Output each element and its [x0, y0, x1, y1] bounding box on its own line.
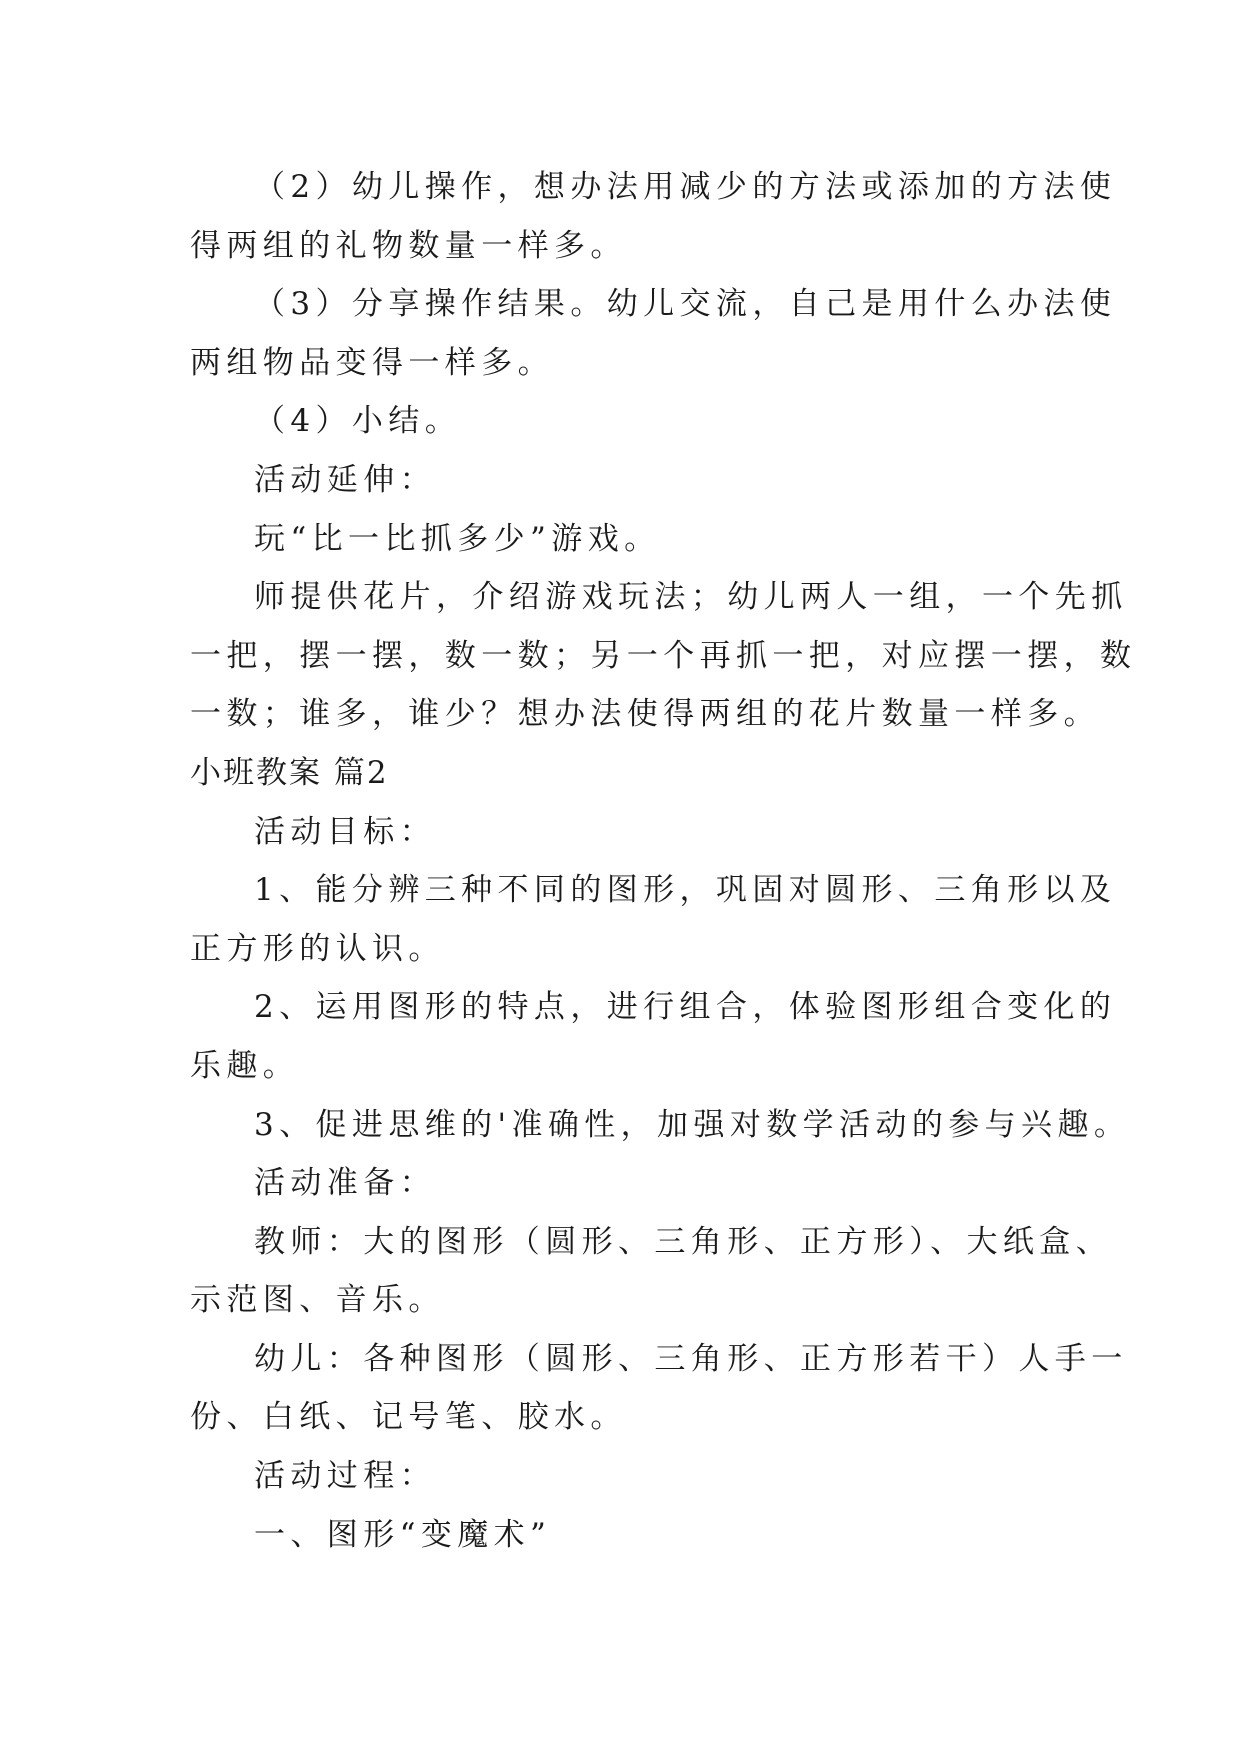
- paragraph-line: 玩“比一比抓多少”游戏。: [254, 520, 661, 557]
- paragraph-line: 一数；谁多，谁少？想办法使得两组的花片数量一样多。: [190, 696, 1100, 733]
- paragraph-line: 教师：大的图形（圆形、三角形、正方形）、大纸盒、: [254, 1223, 1113, 1260]
- document-body: [190, 158, 1137, 1564]
- paragraph-line: 一、图形“变魔术”: [254, 1516, 552, 1553]
- paragraph-line: 两组物品变得一样多。: [190, 344, 554, 381]
- paragraph-line: 得两组的礼物数量一样多。: [190, 227, 627, 264]
- section-label: 活动过程：: [254, 1458, 436, 1495]
- paragraph-line: 乐趣。: [190, 1047, 300, 1084]
- paragraph-line: 份、白纸、记号笔、胶水。: [190, 1399, 627, 1436]
- paragraph-line: 师提供花片，介绍游戏玩法；幼儿两人一组，一个先抓: [254, 579, 1128, 616]
- section-label: 活动准备：: [254, 1165, 436, 1202]
- section-heading: 小班教案 篇2: [190, 754, 389, 791]
- paragraph-line: 示范图、音乐。: [190, 1282, 445, 1319]
- paragraph-line: 正方形的认识。: [190, 930, 445, 967]
- paragraph-line: 幼儿：各种图形（圆形、三角形、正方形若干）人手一: [254, 1340, 1128, 1377]
- section-label: 活动目标：: [254, 813, 436, 850]
- paragraph-line: 一把，摆一摆，数一数；另一个再抓一把，对应摆一摆，数: [190, 637, 1137, 674]
- paragraph-line: 1、能分辨三种不同的图形，巩固对圆形、三角形以及: [254, 872, 1117, 909]
- paragraph-line: （4）小结。: [254, 403, 462, 440]
- section-label: 活动延伸：: [254, 461, 436, 498]
- paragraph-line: （2）幼儿操作，想办法用减少的方法或添加的方法使: [254, 169, 1117, 205]
- paragraph-line: （3）分享操作结果。幼儿交流，自己是用什么办法使: [254, 286, 1117, 323]
- paragraph-line: 3、促进思维的'准确性，加强对数学活动的参与兴趣。: [254, 1106, 1131, 1143]
- paragraph-line: 2、运用图形的特点，进行组合，体验图形组合变化的: [254, 989, 1117, 1026]
